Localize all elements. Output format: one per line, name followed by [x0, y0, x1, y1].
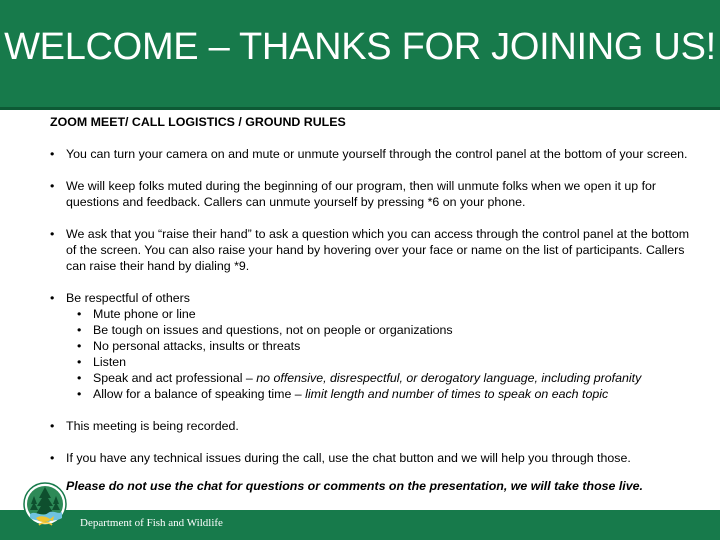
- sub-bullet-listen: [50, 354, 690, 370]
- bullet-muting: • We will keep folks muted during the beginning of our program, then will unmute folks when we open it up for questions and feedback. Callers can unmute yourself by pressing *6 on your phone.: [50, 178, 690, 210]
- slide-title: WELCOME – THANKS FOR JOINING US!: [4, 26, 716, 68]
- sub-bullet-text: No personal attacks, insults or threats: [93, 339, 301, 353]
- title-banner: [0, 0, 720, 110]
- sub-bullet-emphasis: limit length and number of times to speak on each topic: [305, 387, 609, 401]
- bullet-raise-hand: • We ask that you “raise their hand” to ask a question which you can access through the control panel at the bottom of the screen. You can also raise your hand by hovering over your face or name on the list of participants. Callers can raise their hand by dialing *9.: [50, 226, 690, 274]
- bullet-respect: • Be respectful of others: [50, 290, 690, 306]
- bullet-recording: • This meeting is being recorded.: [50, 418, 690, 434]
- sub-bullet-emphasis: no offensive, disrespectful, or derogatory language, including profanity: [256, 371, 642, 385]
- section-heading: ZOOM MEET/ CALL LOGISTICS / GROUND RULES: [50, 115, 346, 129]
- sub-bullet-text: Speak and act professional –: [93, 371, 257, 385]
- sub-bullet-text: Allow for a balance of speaking time –: [93, 387, 306, 401]
- sub-bullet-professional: [50, 370, 690, 386]
- sub-bullet-balance: [50, 386, 690, 402]
- sub-bullet-text: Be tough on issues and questions, not on people or organizations: [93, 323, 453, 337]
- bullet-camera: • You can turn your camera on and mute or unmute yourself through the control panel at the bottom of your screen.: [50, 146, 690, 162]
- bullet-technical-issues: • If you have any technical issues during the call, use the chat button and we will help you through those.: [50, 450, 690, 466]
- sub-bullet-tough-on-issues: [50, 322, 690, 338]
- slide-body: [50, 114, 690, 507]
- chat-note: Please do not use the chat for questions or comments on the presentation, we will take those live.: [66, 479, 643, 494]
- sub-bullet-text: Listen: [93, 355, 127, 369]
- fish-and-wildlife-logo-icon: [22, 478, 68, 538]
- sub-bullet-no-attacks: [50, 338, 690, 354]
- footer-organization: Department of Fish and Wildlife: [80, 517, 223, 529]
- sub-bullet-mute-phone: [50, 306, 690, 322]
- footer-bar: [0, 510, 720, 540]
- sub-bullet-text: Mute phone or line: [93, 307, 196, 321]
